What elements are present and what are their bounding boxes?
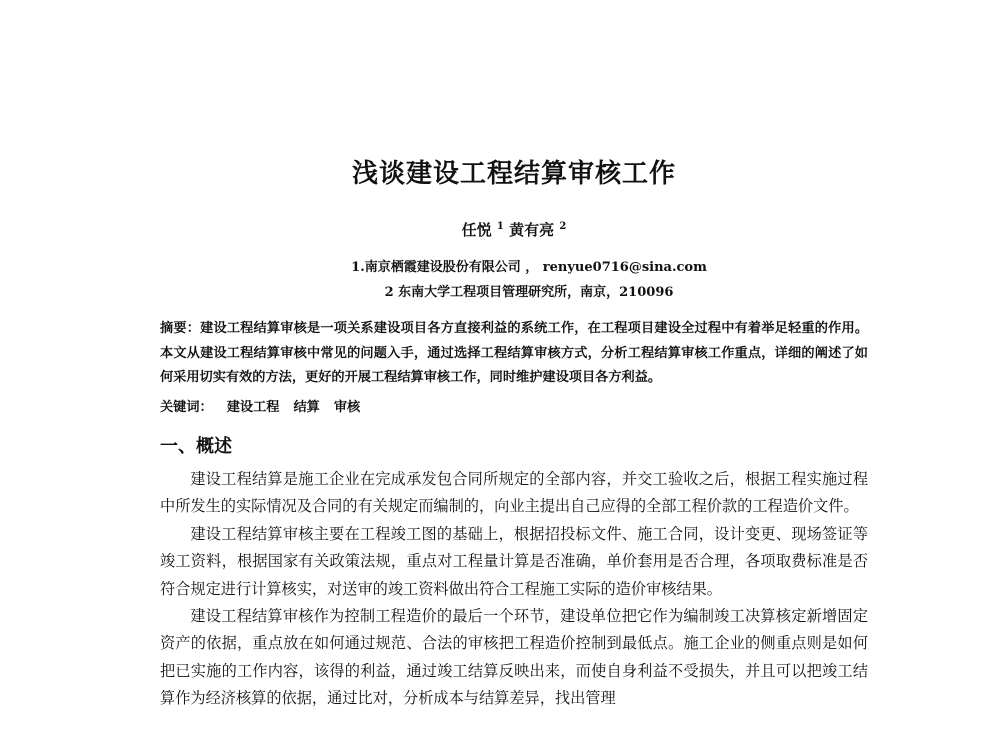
body-paragraph: 建设工程结算审核主要在工程竣工图的基础上，根据招投标文件、施工合同，设计变更、现场签证等竣工资料，根据国家有关政策法规，重点对工程量计算是否准确，单价套用是否合理，各项取费标准是否符合规定进行计算核实，对送审的竣工资料做出符合工程施工实际的造价审核结果。	[160, 524, 868, 598]
body-paragraph: 建设工程结算审核作为控制工程造价的最后一个环节，建设单位把它作为编制竣工决算核定新增固定资产的依据，重点放在如何通过规范、合法的审核把工程造价控制到最低点。施工企业的侧重点则是如何把已实施的工作内容，该得的利益，通过竣工结算反映出来，而使自身利益不受损失，并且可以把竣工结算作为经济核算的依据，通过比对，分析成本与结算差异，找出管理	[160, 607, 868, 708]
section-body	[160, 466, 868, 713]
keyword: 建设工程	[226, 400, 280, 415]
body-paragraph: 建设工程结算是施工企业在完成承发包合同所规定的全部内容，并交工验收之后，根据工程实施过程中所发生的实际情况及合同的有关规定而编制的，向业主提出自己应得的全部工程价款的工程造价文件。	[160, 470, 868, 516]
section-heading: 一、概述	[160, 436, 232, 457]
keywords-label: 关键词：	[160, 400, 213, 415]
affiliation-1: 1.南京栖霞建设股份有限公司 ， renyue0716@sina.com	[351, 260, 707, 275]
author-name: 黄有亮	[509, 221, 555, 239]
author-affiliation-mark: 1	[496, 221, 504, 232]
paper-title: 浅谈建设工程结算审核工作	[351, 159, 676, 189]
keywords	[160, 396, 374, 415]
abstract-text: 建设工程结算审核是一项关系建设项目各方直接利益的系统工作，在工程项目建设全过程中有着举足轻重的作用。本文从建设工程结算审核中常见的问题入手，通过选择工程结算审核方式，分析工程结算审核工作重点，详细的阐述了如何采用切实有效的方法，更好的开展工程结算审核工作，同时维护建设项目各方利益。	[160, 321, 869, 385]
affiliation-2: 2 东南大学工程项目管理研究所，南京，210096	[384, 285, 674, 300]
keyword: 结算	[293, 400, 320, 415]
abstract	[160, 317, 868, 391]
author-name: 任悦	[461, 221, 492, 239]
abstract-label: 摘要：	[160, 321, 201, 336]
author-affiliation-mark: 2	[559, 221, 567, 232]
keyword: 审核	[333, 400, 361, 415]
author-line	[0, 219, 1000, 240]
